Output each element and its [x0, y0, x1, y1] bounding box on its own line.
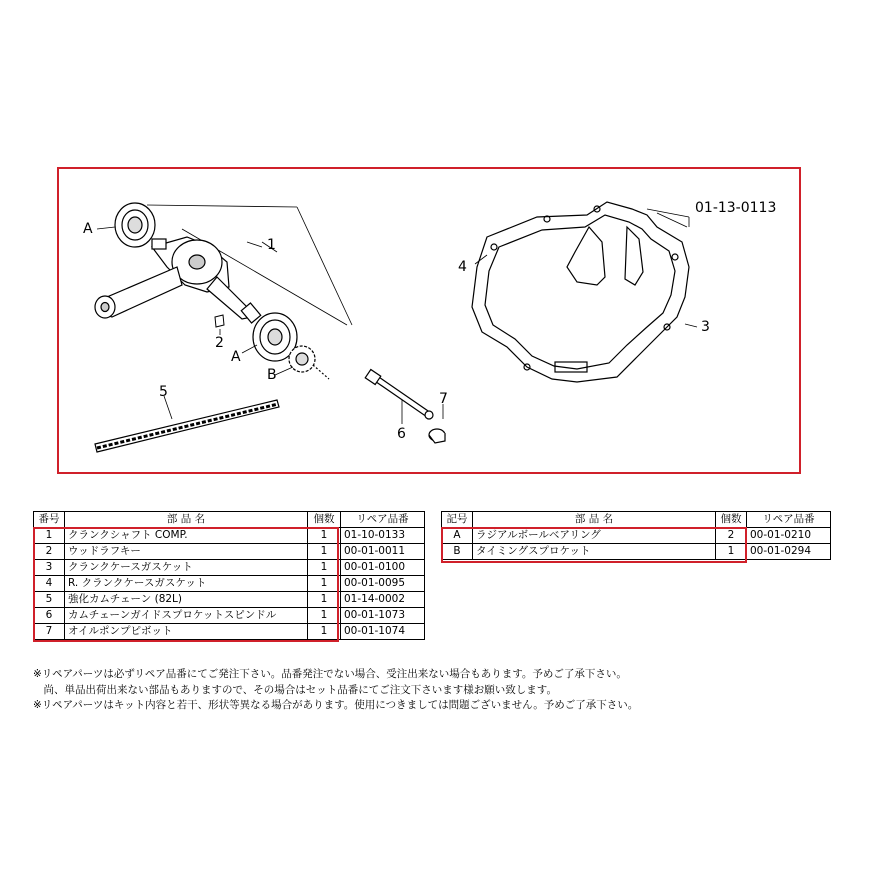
gasket-leader: [647, 209, 689, 227]
table-row: [34, 592, 425, 608]
header-name: 部 品 名: [473, 512, 716, 528]
sprocket-spindle: [365, 369, 433, 419]
oil-pump-pivot: [429, 429, 445, 443]
note-line: ※リペアパーツはキット内容と若干、形状等異なる場合があります。使用につきましては問題ございません。予めご了承下さい。: [33, 699, 639, 711]
cell-name: カムチェーンガイドスプロケットスピンドル: [65, 608, 308, 624]
cell-name: ウッドラフキー: [65, 544, 308, 560]
callout-b: B: [267, 367, 277, 383]
note-line: 尚、単品出荷出来ない部品もありますので、その場合はセット品番にてご注文下さいます様お願い致します。: [33, 683, 557, 696]
cell-qty: 1: [308, 592, 341, 608]
callout-2: 2: [215, 335, 224, 351]
callout-a-top: A: [83, 221, 93, 237]
cell-name: クランクシャフト COMP.: [65, 528, 308, 544]
cell-no: 1: [34, 528, 65, 544]
table-row: [442, 544, 831, 560]
table-header-row: [442, 512, 831, 528]
header-no: 番号: [34, 512, 65, 528]
cell-repair: 00-01-1073: [341, 608, 425, 624]
cell-qty: 1: [308, 624, 341, 640]
cell-qty: 1: [308, 608, 341, 624]
table-row: [34, 560, 425, 576]
timing-sprocket: [289, 346, 329, 379]
callout-3: 3: [701, 319, 710, 335]
cell-no: 2: [34, 544, 65, 560]
header-repair: リペア品番: [341, 512, 425, 528]
cell-qty: 2: [716, 528, 747, 544]
table-header-row: [34, 512, 425, 528]
table-row: [34, 624, 425, 640]
cell-sym: B: [442, 544, 473, 560]
callout-4: 4: [458, 259, 467, 275]
table-row: [34, 608, 425, 624]
table-row: [442, 528, 831, 544]
cell-repair: 01-14-0002: [341, 592, 425, 608]
cell-name: 強化カムチェーン (82L): [65, 592, 308, 608]
header-qty: 個数: [716, 512, 747, 528]
cell-name: オイルポンプピボット: [65, 624, 308, 640]
cell-no: 5: [34, 592, 65, 608]
header-repair: リペア品番: [747, 512, 831, 528]
bearing-a-top: [115, 203, 155, 247]
cell-name: タイミングスプロケット: [473, 544, 716, 560]
callout-1: 1: [267, 237, 276, 253]
cell-repair: 00-01-0100: [341, 560, 425, 576]
cell-repair: 01-10-0133: [341, 528, 425, 544]
cell-no: 7: [34, 624, 65, 640]
cell-repair: 00-01-0210: [747, 528, 831, 544]
header-name: 部 品 名: [65, 512, 308, 528]
cam-chain: [95, 400, 279, 452]
cell-qty: 1: [308, 528, 341, 544]
exploded-parts-diagram: [57, 167, 801, 474]
cell-name: ラジアルボールベアリング: [473, 528, 716, 544]
cell-qty: 1: [308, 576, 341, 592]
header-sym: 記号: [442, 512, 473, 528]
table-row: [34, 544, 425, 560]
cell-name: R. クランクケースガスケット: [65, 576, 308, 592]
table-row: [34, 528, 425, 544]
cell-repair: 00-01-1074: [341, 624, 425, 640]
cell-repair: 00-01-0294: [747, 544, 831, 560]
cell-qty: 1: [716, 544, 747, 560]
cell-qty: 1: [308, 560, 341, 576]
crankshaft: [95, 237, 261, 323]
woodruff-key: [215, 315, 224, 327]
cell-no: 4: [34, 576, 65, 592]
callout-a-bottom: A: [231, 349, 241, 365]
cell-repair: 00-01-0011: [341, 544, 425, 560]
table-row: [34, 576, 425, 592]
parts-table: [33, 511, 425, 640]
crankcase-gasket: [472, 202, 689, 382]
callout-assembly-code: 01-13-0113: [695, 200, 777, 216]
cell-name: クランクケースガスケット: [65, 560, 308, 576]
note-line: ※リペアパーツは必ずリペア品番にてご発注下さい。品番発注でない場合、受注出来ない場合もあります。予めご了承下さい。: [33, 668, 627, 680]
parts-table-bearings: [441, 511, 831, 560]
cell-repair: 00-01-0095: [341, 576, 425, 592]
cell-qty: 1: [308, 544, 341, 560]
callout-6: 6: [397, 426, 406, 442]
cell-sym: A: [442, 528, 473, 544]
callout-5: 5: [159, 384, 168, 400]
header-qty: 個数: [308, 512, 341, 528]
cell-no: 6: [34, 608, 65, 624]
callout-7: 7: [439, 391, 448, 407]
cell-no: 3: [34, 560, 65, 576]
notes: [33, 667, 638, 714]
